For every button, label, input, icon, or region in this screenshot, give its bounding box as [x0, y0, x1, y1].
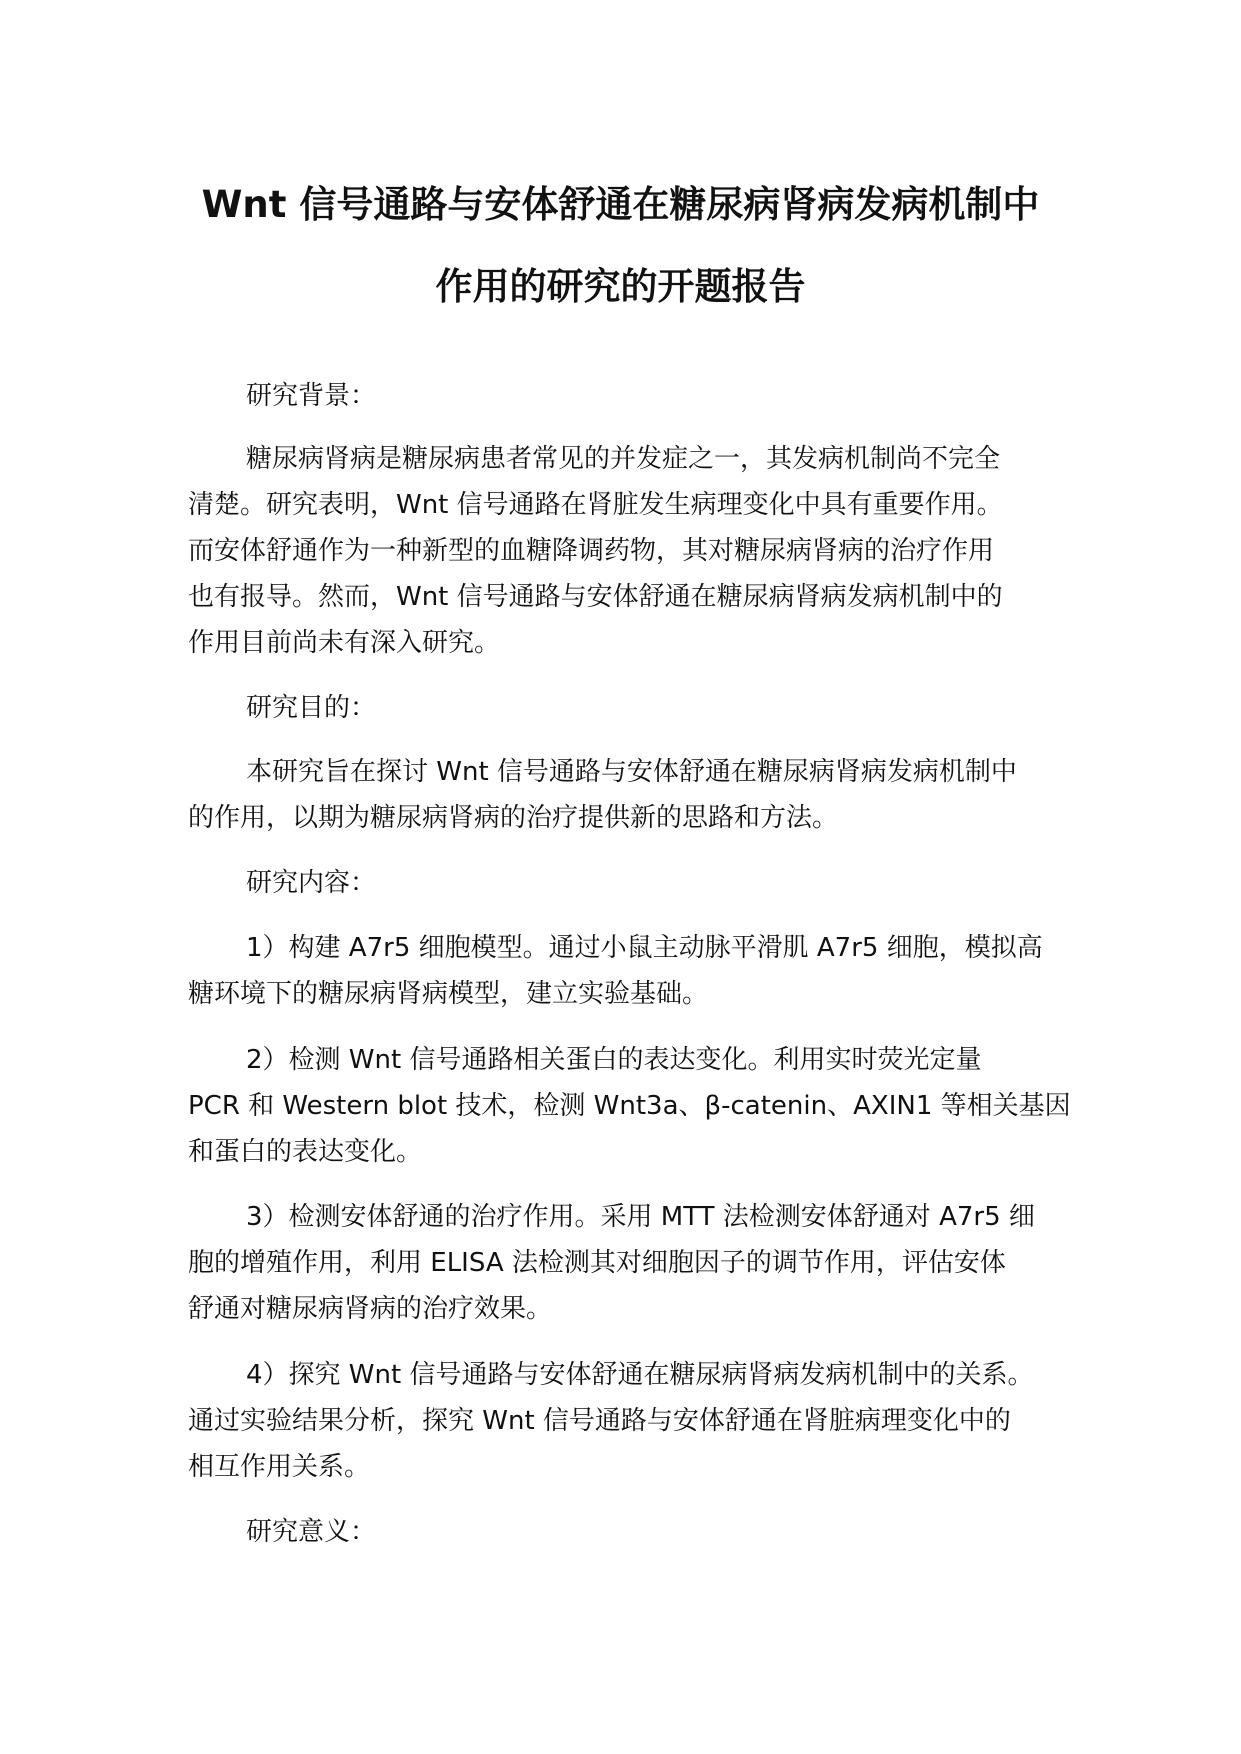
section-heading-significance: 研究意义： — [246, 1517, 377, 1547]
background-paragraph-line: 而安体舒通作为一种新型的血糖降调药物，其对糖尿病肾病的治疗作用 — [188, 536, 995, 566]
content-item-4-line: 相互作用关系。 — [188, 1452, 371, 1482]
content-item-2-line: 2）检测 Wnt 信号通路相关蛋白的表达变化。利用实时荧光定量 — [246, 1045, 982, 1075]
content-item-1-line: 糖环境下的糖尿病肾病模型，建立实验基础。 — [188, 979, 709, 1009]
section-heading-content: 研究内容： — [246, 868, 377, 898]
content-item-2-line: PCR 和 Western blot 技术，检测 Wnt3a、β-catenin、AXIN1 等相关基因 — [188, 1091, 1071, 1121]
content-item-3-line: 胞的增殖作用，利用 ELISA 法检测其对细胞因子的调节作用，评估安体 — [188, 1248, 1006, 1278]
background-paragraph-line: 糖尿病肾病是糖尿病患者常见的并发症之一，其发病机制尚不完全 — [246, 444, 1001, 474]
document-title-line-2: 作用的研究的开题报告 — [435, 265, 806, 308]
content-item-4-line: 通过实验结果分析，探究 Wnt 信号通路与安体舒通在肾脏病理变化中的 — [188, 1406, 1011, 1436]
content-item-3-line: 舒通对糖尿病肾病的治疗效果。 — [188, 1294, 553, 1324]
section-heading-purpose: 研究目的： — [246, 693, 377, 723]
content-item-4-line: 4）探究 Wnt 信号通路与安体舒通在糖尿病肾病发病机制中的关系。 — [246, 1360, 1034, 1390]
content-item-3-line: 3）检测安体舒通的治疗作用。采用 MTT 法检测安体舒通对 A7r5 细 — [246, 1202, 1035, 1232]
content-item-2-line: 和蛋白的表达变化。 — [188, 1137, 423, 1167]
background-paragraph-line: 也有报导。然而，Wnt 信号通路与安体舒通在糖尿病肾病发病机制中的 — [188, 582, 1003, 612]
section-heading-background: 研究背景： — [246, 381, 377, 411]
purpose-paragraph-line: 本研究旨在探讨 Wnt 信号通路与安体舒通在糖尿病肾病发病机制中 — [246, 757, 1017, 787]
document-title-line-1: Wnt 信号通路与安体舒通在糖尿病肾病发病机制中 — [201, 183, 1040, 226]
background-paragraph-line: 作用目前尚未有深入研究。 — [188, 628, 501, 658]
purpose-paragraph-line: 的作用，以期为糖尿病肾病的治疗提供新的思路和方法。 — [188, 803, 839, 833]
background-paragraph-line: 清楚。研究表明，Wnt 信号通路在肾脏发生病理变化中具有重要作用。 — [188, 490, 1003, 520]
content-item-1-line: 1）构建 A7r5 细胞模型。通过小鼠主动脉平滑肌 A7r5 细胞，模拟高 — [246, 933, 1043, 963]
